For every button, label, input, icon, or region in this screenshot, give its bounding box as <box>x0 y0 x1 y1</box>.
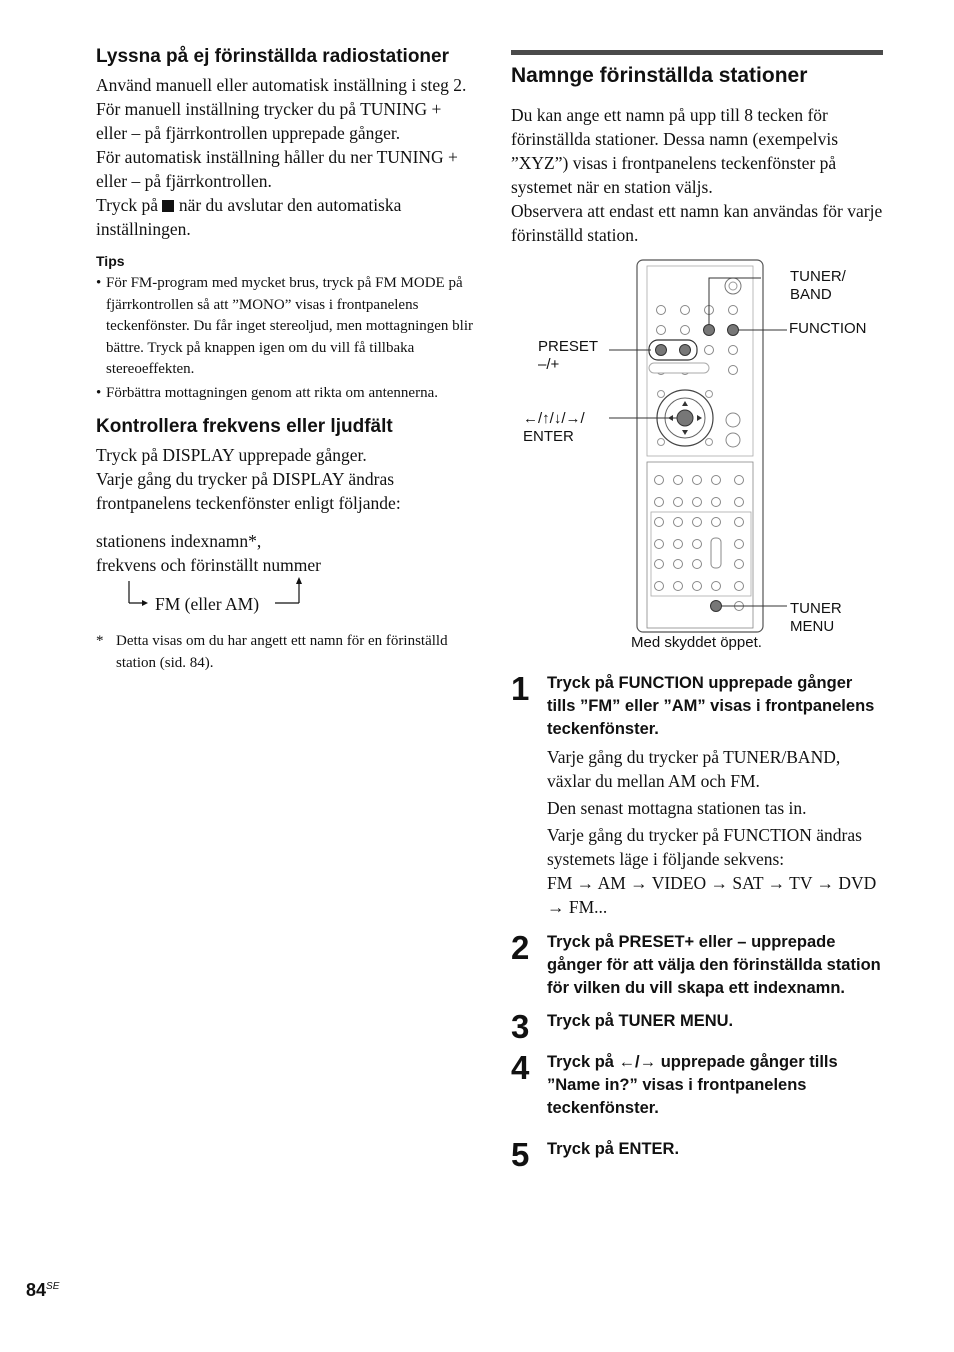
label-tuner-menu <box>790 600 842 636</box>
step <box>511 672 883 919</box>
tips-list <box>96 273 474 404</box>
tips-title: Tips <box>96 253 125 269</box>
footnote <box>96 631 474 674</box>
paragraph: Den senast mottagna stationen tas in. <box>547 798 807 818</box>
step-title: Tryck på FUNCTION upprepade gånger tills ”FM” eller ”AM” visas i frontpanelens teckenfönster. <box>547 674 875 738</box>
step <box>511 1051 883 1120</box>
remote-control-illustration <box>511 258 883 658</box>
step <box>511 931 883 1000</box>
label-line: BAND <box>790 286 832 303</box>
page-number <box>26 1280 59 1301</box>
manual-tuning-text <box>96 73 474 241</box>
page-number-suffix: SE <box>46 1281 60 1292</box>
sequence-item: FM (eller AM) <box>155 594 260 614</box>
check-frequency-text <box>96 443 474 615</box>
label-preset <box>538 338 598 374</box>
step-number: 4 <box>511 1049 530 1086</box>
section-heading-manual-tuning: Lyssna på ej förinställda radiostationer <box>96 46 450 67</box>
footnote-text: Detta visas om du har angett ett namn för en förinställd station (sid. 84). <box>116 633 448 671</box>
stop-icon <box>162 200 174 212</box>
section-heading-check-frequency: Kontrollera frekvens eller ljudfält <box>96 416 393 437</box>
footnote-mark: * <box>96 633 104 649</box>
paragraph-part: Tryck på <box>96 195 159 215</box>
paragraph <box>96 193 474 241</box>
sequence-item: frekvens och förinställt nummer <box>96 555 322 575</box>
label-line: ENTER <box>523 428 574 445</box>
label-line: PRESET <box>538 338 599 355</box>
step-number: 3 <box>511 1008 530 1045</box>
section-heading-name-presets: Namnge förinställda stationer <box>511 64 808 87</box>
paragraph: Använd manuell eller automatisk inställning i steg 2. <box>96 75 467 95</box>
figure-caption: Med skyddet öppet. <box>631 634 762 651</box>
label-arrows-enter <box>523 410 585 446</box>
right-column <box>511 50 883 247</box>
step-body <box>547 745 883 919</box>
step-title: Tryck på ENTER. <box>547 1140 680 1158</box>
step-title: Tryck på PRESET+ eller – upprepade gånger för att välja den förinställda station för vilken du vill skapa ett indexnamn. <box>547 933 881 997</box>
sequence-item: stationens indexnamn*, <box>96 531 262 551</box>
step <box>511 1136 883 1173</box>
paragraph: Varje gång du trycker på TUNER/BAND, växlar du mellan AM och FM. <box>547 747 841 791</box>
paragraph: Observera att endast ett namn kan användas för varje förinställd station. <box>511 201 883 245</box>
remote-figure <box>511 258 883 658</box>
paragraph: Du kan ange ett namn på upp till 8 tecken för förinställda stationer. Dessa namn (exempelvis ”XYZ”) visas i frontpanelens teckenfönster på systemet när en station väljs. <box>511 105 839 197</box>
tip-item: • Förbättra mottagningen genom att rikta om antennerna. <box>96 383 474 405</box>
label-line: TUNER/ <box>790 268 846 285</box>
step-title: Tryck på ←/→ upprepade gånger tills ”Name in?” visas i frontpanelens teckenfönster. <box>547 1053 838 1117</box>
steps <box>511 670 883 1173</box>
label-line: –/+ <box>538 356 560 373</box>
heading-rule <box>511 50 883 55</box>
step-number: 1 <box>511 670 530 707</box>
step-number: 2 <box>511 929 530 966</box>
paragraph: För automatisk inställning håller du ner TUNING + eller – på fjärrkontrollen. <box>96 147 458 191</box>
intro-text <box>511 103 883 247</box>
paragraph: FM → AM → VIDEO → SAT → TV → DVD → FM... <box>547 873 877 917</box>
paragraph: Varje gång du trycker på DISPLAY ändras frontpanelens teckenfönster enligt följande: <box>96 469 401 513</box>
tip-item: • För FM-program med mycket brus, tryck på FM MODE på fjärrkontrollen så att ”MONO” visas i frontpanelens teckenfönster. Du får inget stereoljud, men mottagningen blir bättre. Tryck på knappen igen om du vill få tillbaka stereoeffekten. <box>96 273 474 381</box>
left-column <box>96 44 474 674</box>
step-number: 5 <box>511 1136 530 1173</box>
paragraph: För manuell inställning trycker du på TUNING + eller – på fjärrkontrollen upprepade gånger. <box>96 99 442 143</box>
label-line: ←/↑/↓/→/ <box>523 410 585 427</box>
paragraph: Varje gång du trycker på FUNCTION ändras systemets läge i följande sekvens: <box>547 825 862 869</box>
sequence-loop <box>96 577 474 615</box>
paragraph: Tryck på DISPLAY upprepade gånger. <box>96 445 367 465</box>
page-number-value: 84 <box>26 1280 47 1300</box>
step <box>511 1008 883 1045</box>
label-line: MENU <box>790 618 835 635</box>
label-function: FUNCTION <box>789 320 867 337</box>
paragraph-part: när du avslutar den automatiska inställningen. <box>96 195 402 239</box>
label-tuner-band <box>790 268 846 304</box>
label-line: TUNER <box>790 600 842 617</box>
step-title: Tryck på TUNER MENU. <box>547 1012 734 1030</box>
